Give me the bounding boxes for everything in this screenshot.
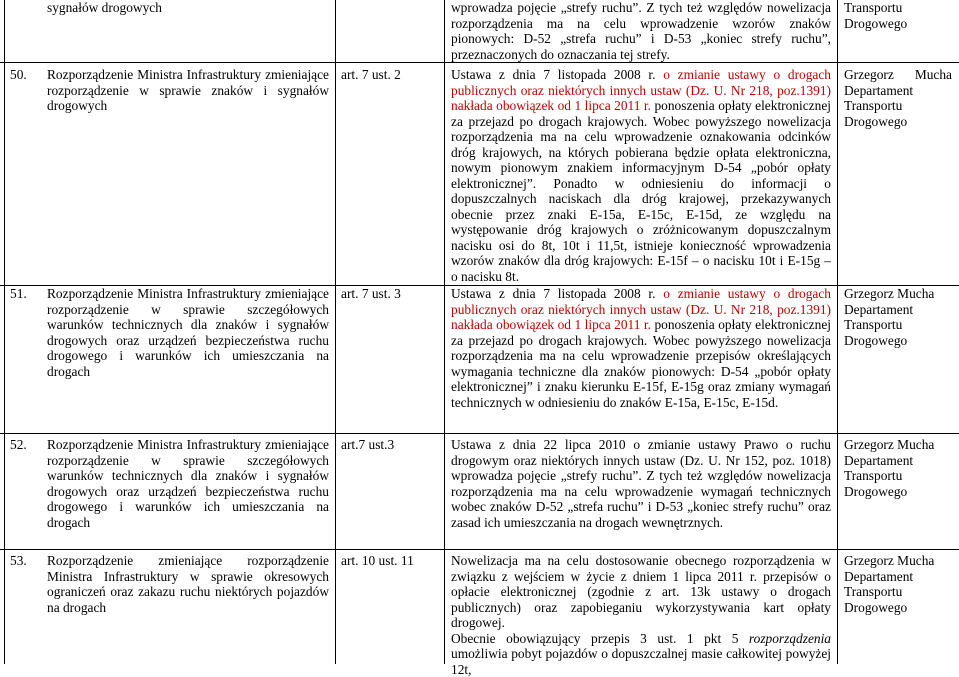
row-number: 50. <box>10 67 27 82</box>
regulation-title: Rozporządzenie Ministra Infrastruktury zmieniające rozporządzenie w sprawie znaków i sygnałów drogowych <box>47 67 329 113</box>
regulation-description <box>451 286 831 410</box>
table-row <box>0 286 959 432</box>
regulation-title: Rozporządzenie zmieniające rozporządzenie Ministra Infrastruktury w sprawie okresowych ograniczeń oraz zakazu ruchu niektórych pojazdów na drogach <box>47 553 329 615</box>
description-segment: wprowadza pojęcie „strefy ruchu”. Z tych też względów nowelizacja rozporządzenia ma na celu wprowadzenie wzorów znaków pionowych: D-52 „strefa ruchu” i D-53 „koniec strefy ruchu”, przeznaczonych do oznaczania tej strefy. <box>451 0 831 62</box>
row-number: 51. <box>10 286 27 301</box>
description-segment: ponoszenia opłaty elektronicznej za przejazd po drogach krajowych. Wobec powyższego nowelizacja rozporządzenia ma na celu wprowadzenie oznakowania odcinków dróg krajowych, na których pobierana będzie opłata elektroniczna, nowym pionowym znakiem informacyjnym D-54 „pobór opłaty elektronicznej”. Ponadto w odniesieniu do informacji o dopuszczalnych naciskach dla dróg krajowej, przekazywanych obecnie przez znaki E-15a, E-15c, E-15d, ze względu na występowanie dróg krajowych o zróżnicowanym dopuszczalnym nacisku osi do 8t, 10t i 11,5t, istnieje konieczność wprowadzenia wzorów znaków dla dróg krajowych: E-15f – o nacisku 10t i E-15g – o nacisku 8t. <box>451 98 831 284</box>
legal-basis: art.7 ust.3 <box>341 437 395 452</box>
responsible-unit: Grzegorz Mucha Departament Transportu Drogowego <box>844 553 935 615</box>
row-number: 53. <box>10 553 27 568</box>
description-segment: o zmianie ustawy o drogach publicznych oraz niektórych innych ustaw (Dz. U. Nr 218, poz.1391) nakłada obowiązek od 1 lipca 2011 r. <box>451 286 832 332</box>
description-segment: o zmianie ustawy o drogach publicznych oraz niektórych innych ustaw (Dz. U. Nr 218, poz.1391) nakłada obowiązek od 1 lipca 2011 r. <box>451 67 832 113</box>
description-segment: umożliwia pobyt pojazdów o dopuszczalnej masie całkowitej powyżej 12t, <box>451 646 831 677</box>
regulation-description <box>451 67 831 284</box>
description-segment: Ustawa z dnia 22 lipca 2010 o zmianie ustawy Prawo o ruchu drogowym oraz niektórych innych ustaw (Dz. U. Nr 152, poz. 1018) wprowadza pojęcie „strefy ruchu”. Z tych też względów nowelizacja rozporządzenia ma na celu wprowadzenie wymagań technicznych wobec znaków D-52 „strefa ruchu” i D-53 „koniec strefy ruchu” oraz zasad ich umieszczania na drogach wewnętrznych. <box>451 437 831 530</box>
table-row <box>0 64 959 284</box>
responsible-unit: Grzegorz Mucha Departament Transportu Drogowego <box>844 437 935 499</box>
description-segment: Nowelizacja ma na celu dostosowanie obecnego rozporządzenia w związku z wejściem w życie z dniem 1 lipca 2011 r. przepisów o opłacie elektronicznej (zgodnie z art. 13k ustawy o drogach publicznych) oraz zapobieganiu wykorzystywania kart opłaty drogowej. <box>451 553 831 630</box>
regulation-title: Rozporządzenie Ministra Infrastruktury zmieniające rozporządzenie w sprawie szczegółowych warunków technicznych dla znaków i sygnałów drogowych oraz urządzeń bezpieczeństwa ruchu drogowego i warunków ich umieszczania na drogach <box>47 286 329 379</box>
responsible-unit: Transportu Drogowego <box>844 0 908 31</box>
regulation-description <box>451 437 831 530</box>
regulation-description <box>451 0 831 62</box>
table-row <box>0 550 959 677</box>
legal-basis: art. 7 ust. 2 <box>341 67 401 82</box>
regulation-description <box>451 553 831 677</box>
description-segment: ponoszenia opłaty elektronicznej za przejazd po drogach krajowych. Wobec powyższego nowelizacja rozporządzenia ma na celu wprowadzenie przepisów określających wymagania techniczne dla znaków pionowych: D-54 „pobór opłaty elektronicznej” i znaku kierunku E-15f, E-15g oraz zmiany wymagań technicznych w odniesieniu do znaków E-15a, E-15c, E-15d. <box>451 317 831 410</box>
row-divider <box>0 62 959 63</box>
description-segment: Ustawa z dnia 7 listopada 2008 r. <box>451 286 664 301</box>
description-segment: Ustawa z dnia 7 listopada 2008 r. <box>451 67 664 82</box>
table-row <box>0 0 959 62</box>
responsible-unit: Grzegorz Mucha Departament Transportu Drogowego <box>844 286 935 348</box>
description-segment: rozporządzenia <box>748 630 831 646</box>
row-number: 52. <box>10 437 27 452</box>
legal-basis: art. 7 ust. 3 <box>341 286 401 301</box>
responsible-unit: Grzegorz Mucha Departament Transportu Drogowego <box>844 67 952 129</box>
regulation-title: Rozporządzenie Ministra Infrastruktury zmieniające rozporządzenie w sprawie szczegółowych warunków technicznych dla znaków i sygnałów drogowych oraz urządzeń bezpieczeństwa ruchu drogowego i warunków ich umieszczania na drogach <box>47 437 329 530</box>
description-segment: Obecnie obowiązujący przepis 3 ust. 1 pkt 5 <box>451 630 739 646</box>
regulation-title: sygnałów drogowych <box>47 0 162 15</box>
table-row <box>0 434 959 548</box>
legal-basis: art. 10 ust. 11 <box>341 553 414 568</box>
